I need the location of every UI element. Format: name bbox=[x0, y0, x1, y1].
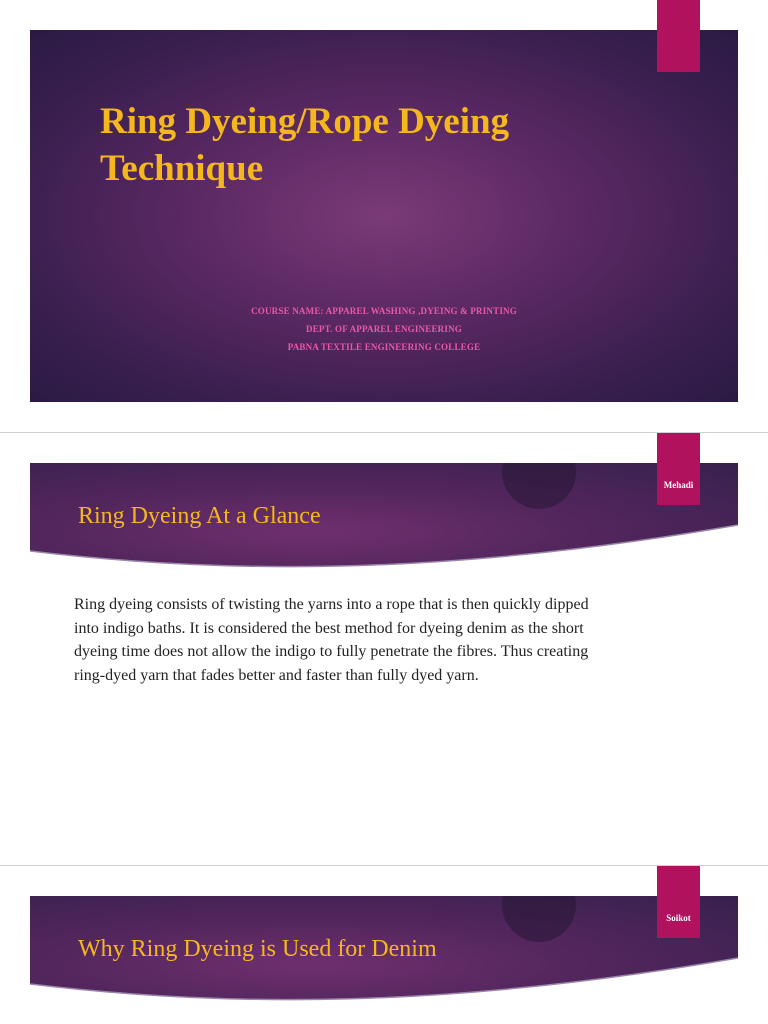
subtitle-block bbox=[30, 302, 738, 356]
slide-heading: Why Ring Dyeing is Used for Denim bbox=[78, 936, 437, 962]
content-slide-1 bbox=[0, 433, 768, 865]
speaker-name: Mehadi bbox=[663, 480, 694, 490]
header-band bbox=[30, 896, 738, 1011]
title-slide bbox=[0, 0, 768, 432]
speaker-name: Soikot bbox=[666, 913, 691, 923]
title-line-2: Technique bbox=[100, 148, 264, 189]
department-name: DEPT. OF APPAREL ENGINEERING bbox=[306, 324, 462, 334]
presentation-title bbox=[100, 98, 660, 192]
title-slide-background bbox=[30, 30, 738, 402]
slide-heading: Ring Dyeing At a Glance bbox=[78, 503, 321, 529]
accent-tab bbox=[657, 0, 700, 72]
content-slide-2 bbox=[0, 866, 768, 1024]
speaker-tab bbox=[657, 866, 700, 938]
course-name: COURSE NAME: APPAREL WASHING ,DYEING & PRINTING bbox=[251, 306, 517, 316]
slide-body-text: Ring dyeing consists of twisting the yarns into a rope that is then quickly dipped into indigo baths. It is considered the best method for dyeing denim as the short dyeing time does not allow the indigo to fully penetrate the fibres. Thus creating ring-dyed yarn that fades better and faster than fully dyed yarn. bbox=[74, 596, 589, 684]
college-name: PABNA TEXTILE ENGINEERING COLLEGE bbox=[287, 342, 481, 352]
title-line-1: Ring Dyeing/Rope Dyeing bbox=[100, 101, 510, 142]
header-band bbox=[30, 463, 738, 578]
speaker-tab bbox=[657, 433, 700, 505]
